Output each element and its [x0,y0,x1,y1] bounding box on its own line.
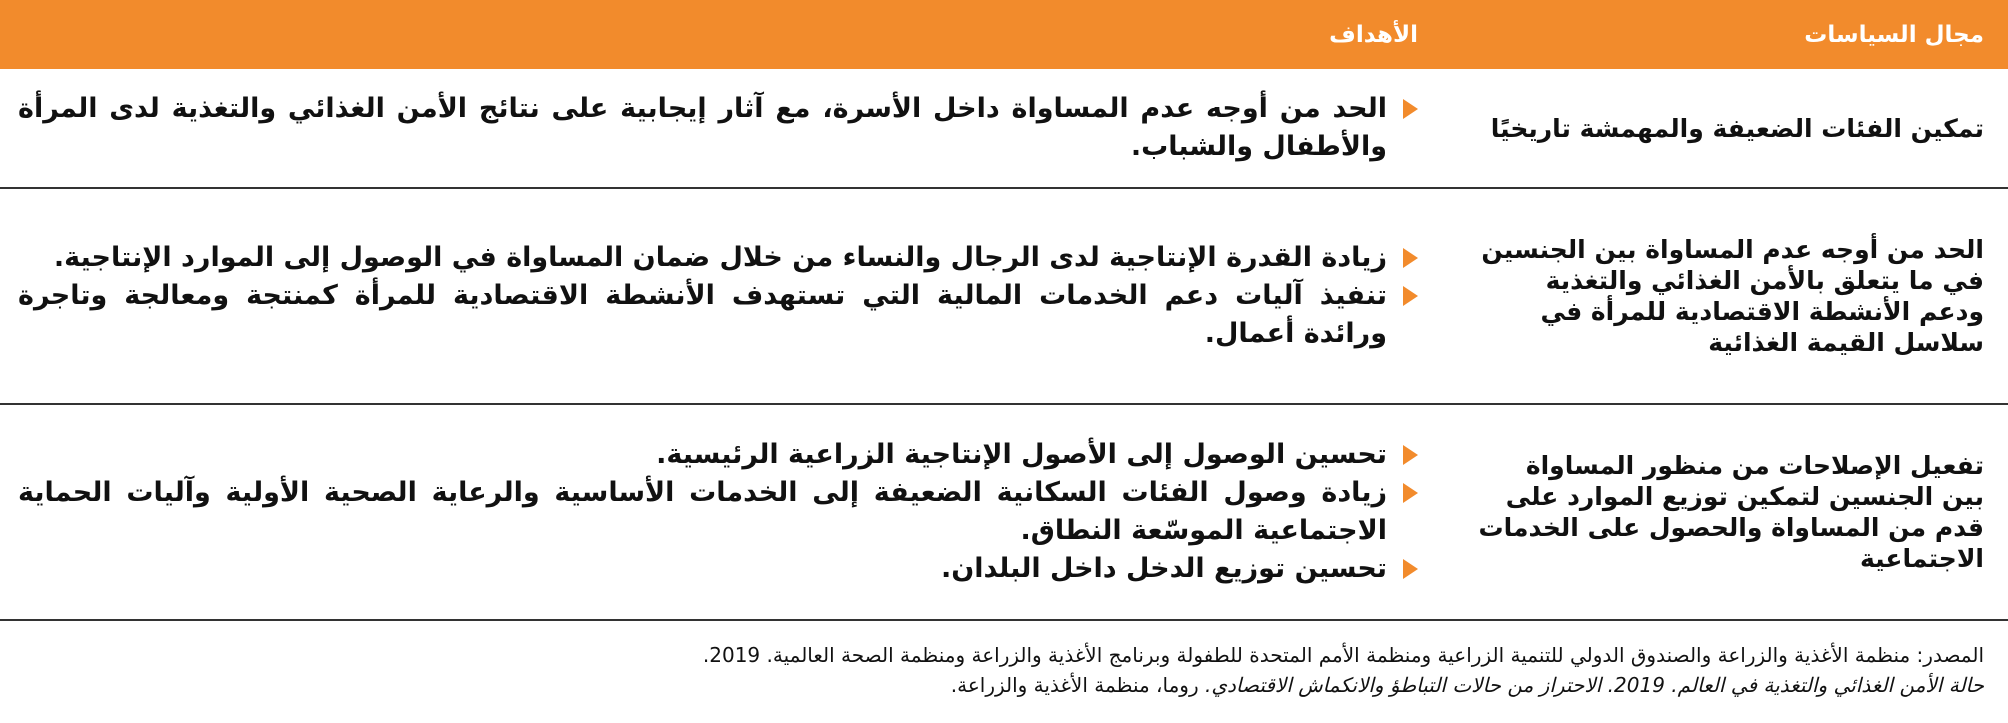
goal-item [18,239,1418,277]
bullet-triangle-icon [1403,559,1418,579]
goal-text: زيادة وصول الفئات السكانية الضعيفة إلى الخدمات الأساسية والرعاية الصحية الأولية وآليات الحماية الاجتماعية الموسّعة النطاق. [18,477,1387,546]
goal-text: تنفيذ آليات دعم الخدمات المالية التي تستهدف الأنشطة الاقتصادية للمرأة كمنتجة ومعالجة وتاجرة ورائدة أعمال. [18,280,1387,349]
policy-area-cell: تمكين الفئات الضعيفة والمهمشة تاريخيًا [1490,113,1984,143]
table-row [0,405,2008,621]
goal-item [18,90,1418,166]
source-citation [24,670,1984,700]
policy-area-cell: الحد من أوجه عدم المساواة بين الجنسين في ما يتعلق بالأمن الغذائي والتغذية ودعم الأنشطة الاقتصادية للمرأة في سلاسل القيمة الغذائية [1481,235,1984,357]
source-title-italic: حالة الأمن الغذائي والتغذية في العالم. 2019. الاحتراز من حالات التباطؤ والانكماش الاقتصادي. [1204,673,1984,697]
header-goals: الأهداف [1329,21,1418,48]
goal-item [18,474,1418,550]
goal-item [18,550,1418,588]
table-row [0,69,2008,189]
goals-cell [0,189,1436,403]
bullet-triangle-icon [1403,483,1418,503]
table-header [0,0,2008,69]
goal-text: تحسين الوصول إلى الأصول الإنتاجية الزراعية الرئيسية. [656,439,1387,470]
source-line: المصدر: منظمة الأغذية والزراعة والصندوق الدولي للتنمية الزراعية ومنظمة الأمم المتحدة للطفولة وبرنامج الأغذية والزراعة ومنظمة الصحة العالمية. 2019. [702,643,1984,667]
policy-area-cell: تفعيل الإصلاحات من منظور المساواة بين الجنسين لتمكين توزيع الموارد على قدم من المساواة والحصول على الخدمات الاجتماعية [1478,451,1984,573]
goal-text: الحد من أوجه عدم المساواة داخل الأسرة، مع آثار إيجابية على نتائج الأمن الغذائي والتغذية لدى المرأة والأطفال والشباب. [18,93,1387,162]
source-note [24,640,1984,700]
goal-item [18,436,1418,474]
bullet-triangle-icon [1403,445,1418,465]
goals-cell [0,405,1436,619]
header-policy-area: مجال السياسات [1804,21,1984,48]
goal-text: تحسين توزيع الدخل داخل البلدان. [941,553,1387,584]
goal-text: زيادة القدرة الإنتاجية لدى الرجال والنساء من خلال ضمان المساواة في الوصول إلى الموارد الإنتاجية. [53,242,1387,273]
goal-item [18,277,1418,353]
bullet-triangle-icon [1403,99,1418,119]
bullet-triangle-icon [1403,248,1418,268]
bullet-triangle-icon [1403,286,1418,306]
goals-cell [0,69,1436,187]
table-row [0,189,2008,405]
source-publisher: روما، منظمة الأغذية والزراعة. [950,673,1205,697]
